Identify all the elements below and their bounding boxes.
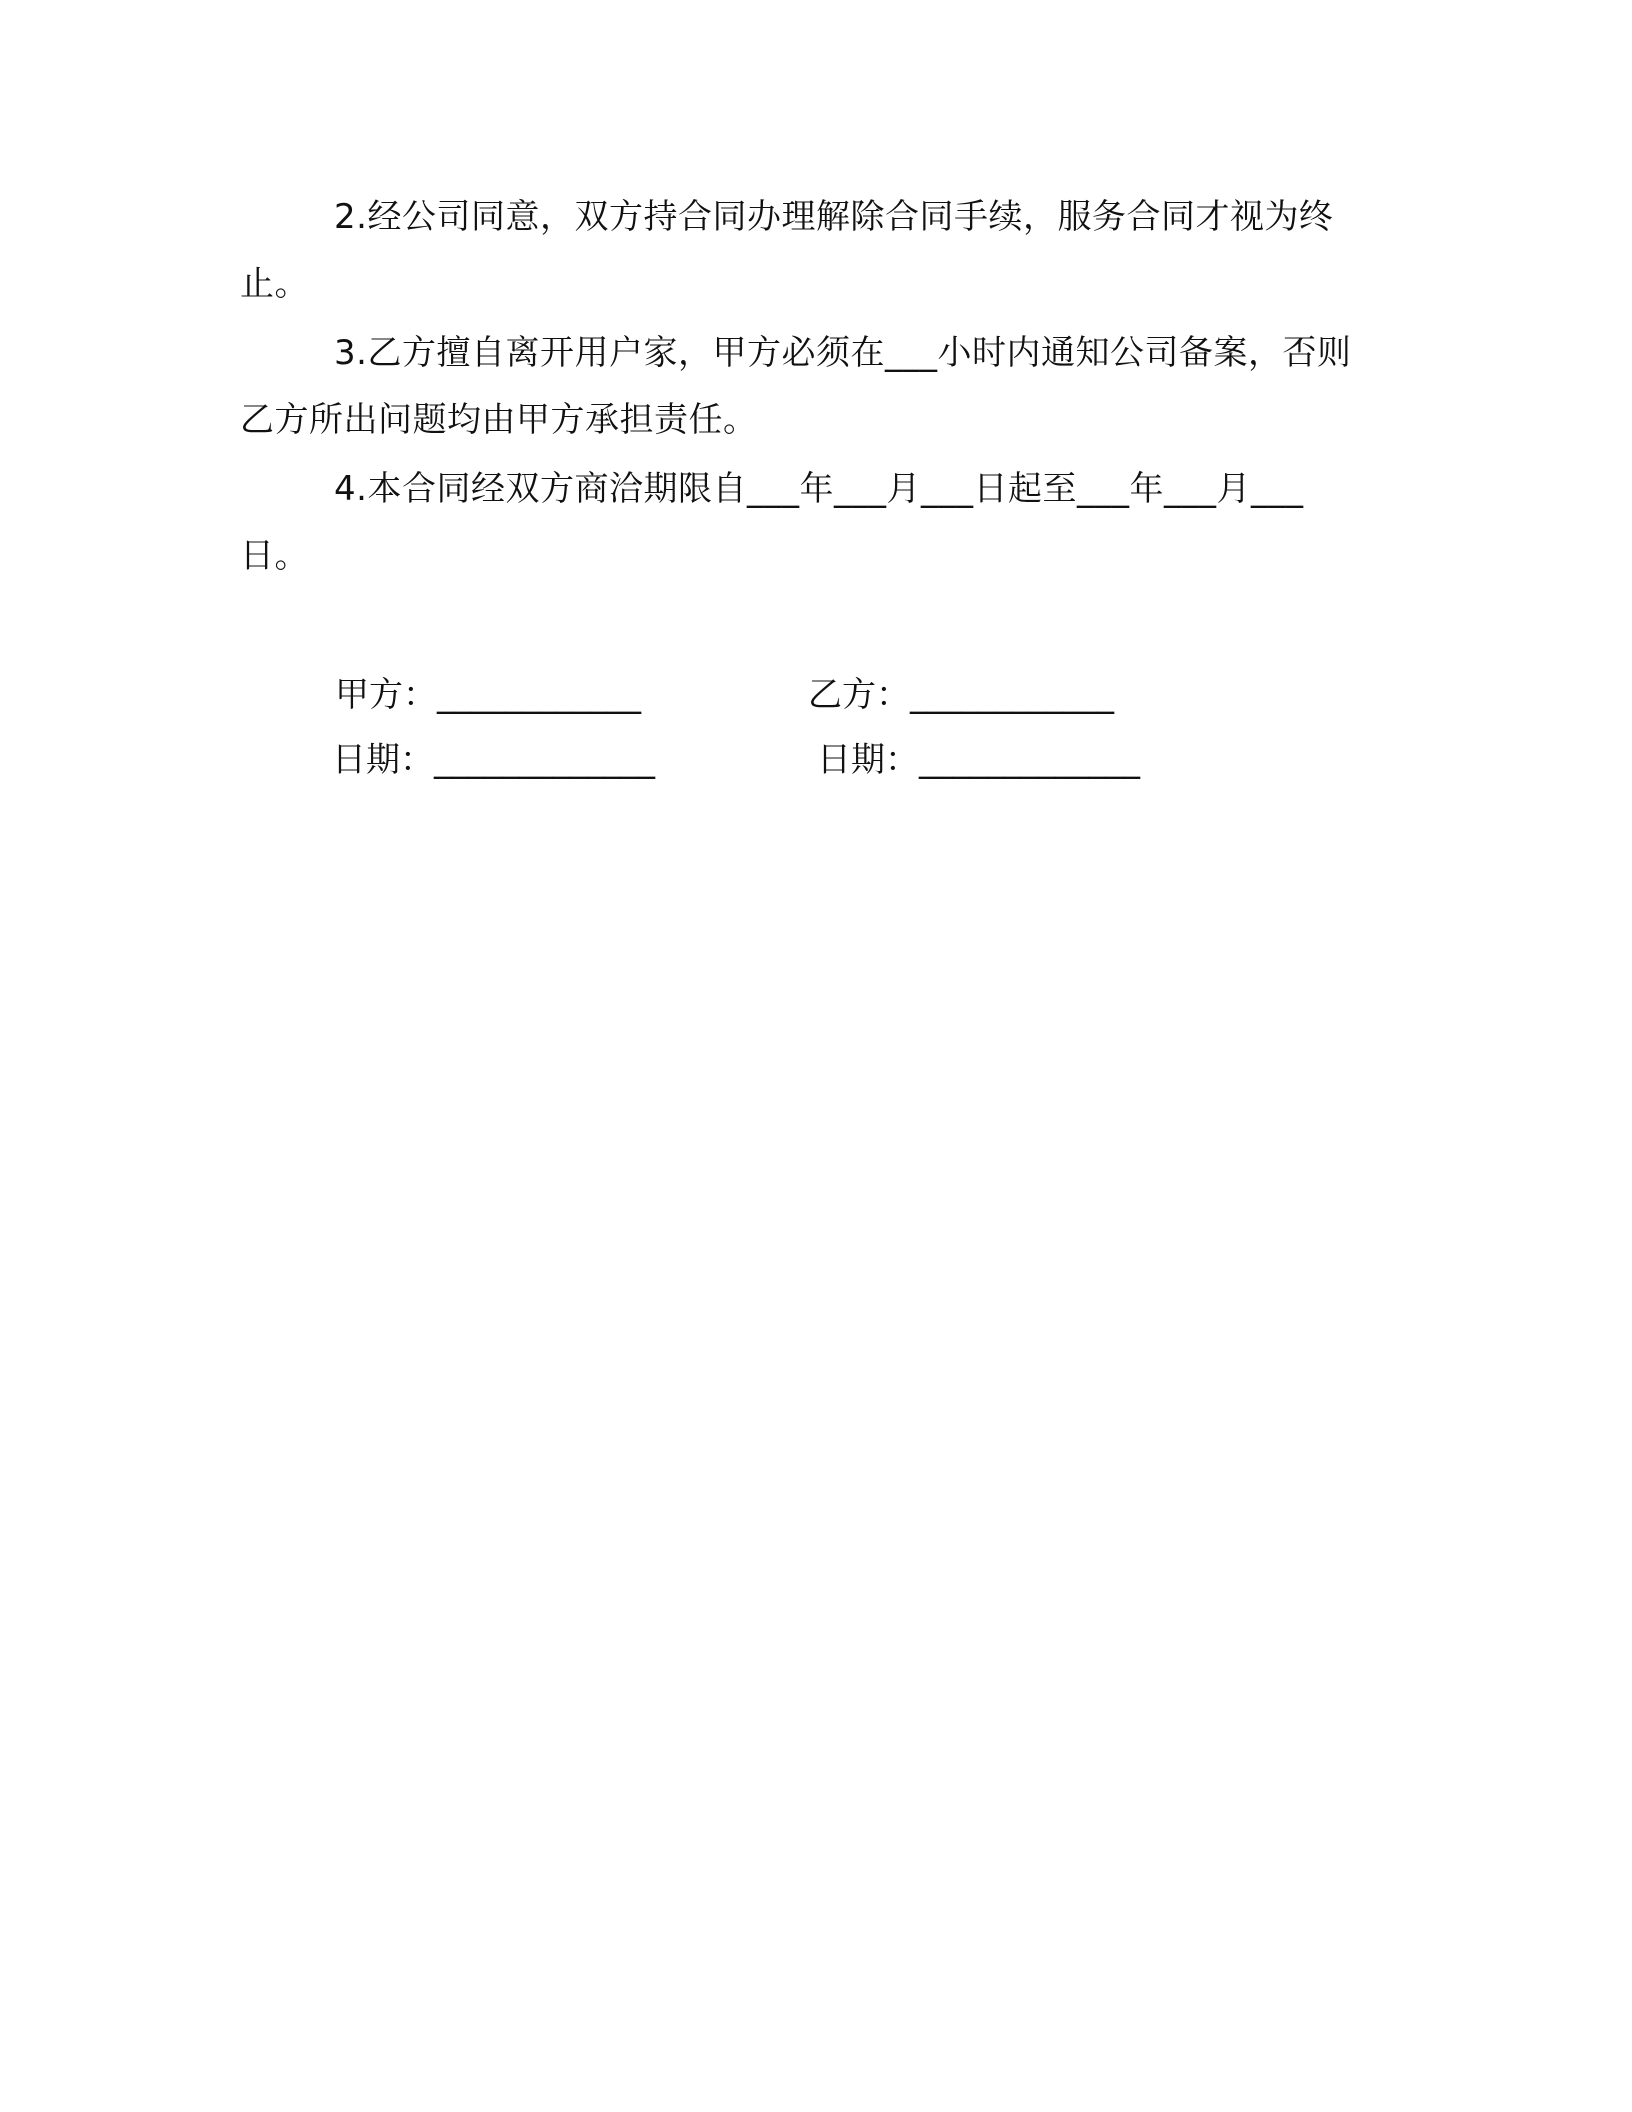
clause-4: 4.本合同经双方商洽期限自___年___月___日起至___年___月___日。 bbox=[240, 469, 1304, 576]
party-a-date-line: 日期：_____________ bbox=[332, 740, 655, 780]
clause-2: 2.经公司同意，双方持合同办理解除合同手续，服务合同才视为终止。 bbox=[240, 197, 1334, 304]
party-a-signature-line: 甲方：____________ bbox=[335, 675, 641, 715]
party-b-signature-line: 乙方：____________ bbox=[808, 675, 1114, 715]
clause-3: 3.乙方擅自离开用户家，甲方必须在___小时内通知公司备案，否则乙方所出问题均由甲方承担责任。 bbox=[240, 333, 1352, 440]
party-b-date-line: 日期：_____________ bbox=[817, 740, 1140, 780]
